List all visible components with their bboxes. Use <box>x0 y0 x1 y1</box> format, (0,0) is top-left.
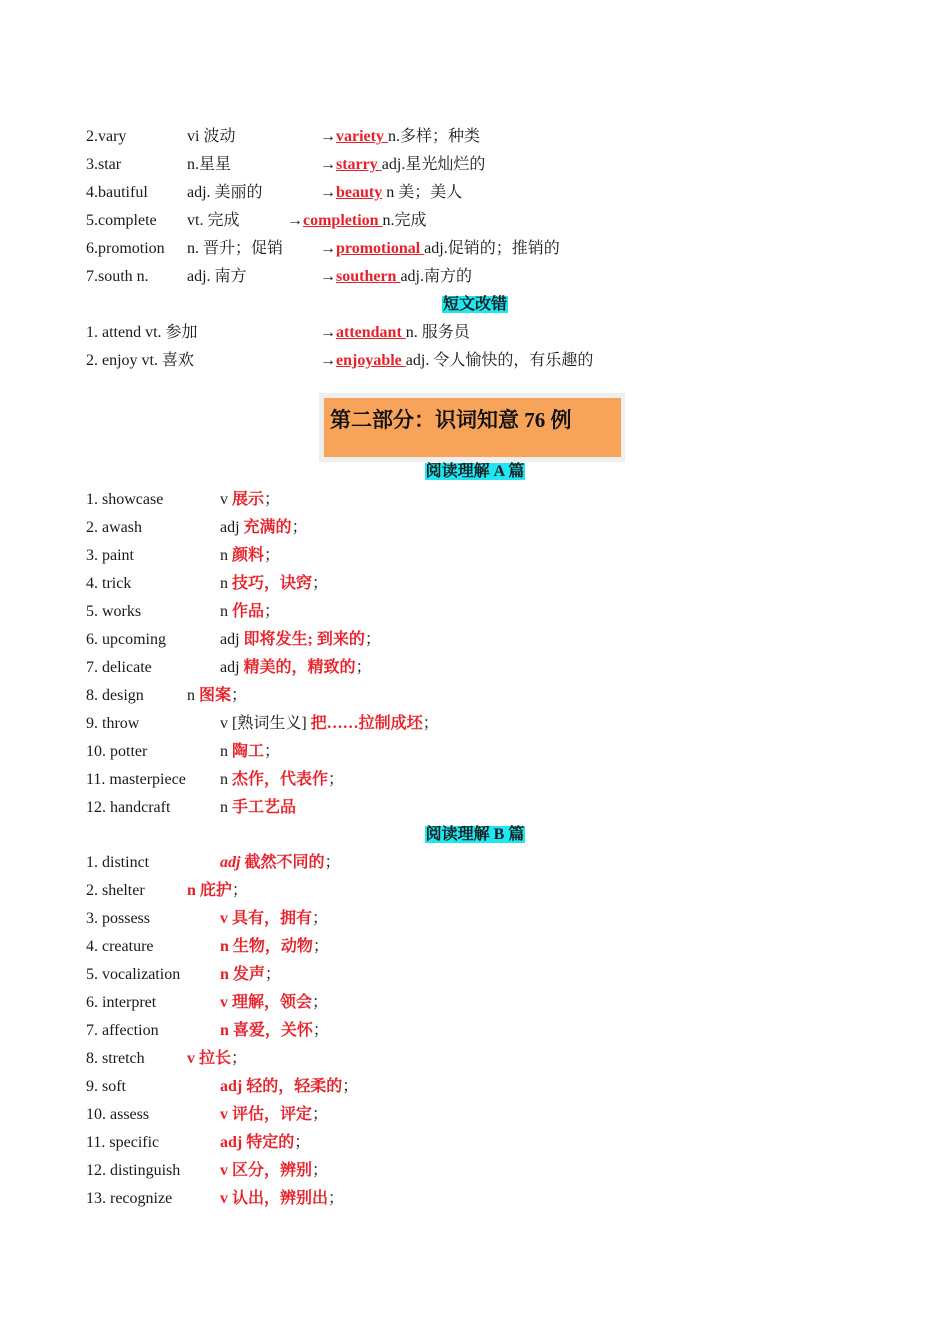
arrow-icon: → <box>320 352 336 369</box>
vocab-end: ； <box>422 715 439 732</box>
vocab-end: ； <box>312 938 329 955</box>
vocab-end: ； <box>312 1106 329 1123</box>
vocab-word: 8. design <box>86 687 144 704</box>
base-word: 2.vary <box>86 128 127 145</box>
vocab-meaning: 理解，领会 <box>232 994 313 1011</box>
vocab-meaning: 陶工 <box>232 743 265 760</box>
vocab-pos: n <box>220 966 229 983</box>
vocab-word: 3. possess <box>86 910 151 927</box>
base-pos: vi 波动 <box>187 128 236 145</box>
vocab-meaning: 技巧，诀窍 <box>232 575 313 592</box>
vocab-end: ； <box>342 1078 359 1095</box>
vocab-word: 11. masterpiece <box>86 771 186 788</box>
vocab-pos: n <box>187 687 195 704</box>
vocab-pos: adj <box>220 1134 243 1151</box>
vocab-pos: adj <box>220 1078 243 1095</box>
vocab-word: 9. throw <box>86 715 140 732</box>
section-heading-error-correction <box>0 294 950 316</box>
derived-meaning: adj.南方的 <box>400 268 473 285</box>
arrow-icon: → <box>287 212 303 229</box>
vocab-meaning: 庇护 <box>199 882 232 899</box>
vocab-meaning: 生物，动物 <box>232 938 313 955</box>
base-word: 3.star <box>86 156 122 173</box>
vocab-end: ； <box>264 966 281 983</box>
section-heading-reading-b <box>0 824 950 846</box>
vocab-word: 7. delicate <box>86 659 152 676</box>
vocab-meaning: 特定的 <box>246 1134 295 1151</box>
vocab-pos: v <box>220 994 228 1011</box>
vocab-word: 6. upcoming <box>86 631 166 648</box>
arrow-icon: → <box>320 268 336 285</box>
vocab-meaning: 精美的，精致的 <box>243 659 356 676</box>
vocab-end: ； <box>291 519 308 536</box>
vocab-end: ； <box>364 631 381 648</box>
vocab-word: 7. affection <box>86 1022 159 1039</box>
vocab-meaning: 轻的，轻柔的 <box>246 1078 343 1095</box>
vocab-end: ； <box>312 994 329 1011</box>
base-word: 6.promotion <box>86 240 165 257</box>
derived-word: southern <box>336 268 401 285</box>
vocab-pos: n <box>220 547 228 564</box>
vocab-meaning: 图案 <box>199 687 232 704</box>
derived-word: beauty <box>336 184 383 201</box>
vocab-pos: v <box>220 1190 228 1207</box>
vocab-end: ； <box>312 575 329 592</box>
vocab-meaning: 即将发生; 到来的 <box>243 631 365 648</box>
arrow-icon: → <box>320 240 336 257</box>
vocab-meaning: 区分，辨别 <box>232 1162 313 1179</box>
derived-word: attendant <box>336 324 406 341</box>
section-heading-reading-a <box>0 461 950 483</box>
heading-label: 阅读理解 A 篇 <box>425 463 525 480</box>
vocab-end: ； <box>264 547 281 564</box>
base-pos: adj. 美丽的 <box>187 184 263 201</box>
vocab-end: ； <box>312 1022 329 1039</box>
vocab-meaning: 杰作，代表作 <box>232 771 329 788</box>
derived-word: variety <box>336 128 388 145</box>
vocab-meaning: 评估，评定 <box>232 1106 313 1123</box>
vocab-pos: adj <box>220 631 240 648</box>
vocab-pos: v <box>220 1106 228 1123</box>
base-pos: n.星星 <box>187 156 232 173</box>
vocab-pos: n <box>220 603 228 620</box>
heading-label: 阅读理解 B 篇 <box>425 826 525 843</box>
vocab-meaning: 把……拉制成坯 <box>310 715 423 732</box>
derived-word: promotional <box>336 240 425 257</box>
part-title: 第二部分：识词知意 76 例 <box>330 408 572 432</box>
vocab-word: 8. stretch <box>86 1050 145 1067</box>
vocab-pos: n <box>220 799 228 816</box>
derived-meaning: n.多样；种类 <box>387 128 480 145</box>
vocab-end: ； <box>312 910 329 927</box>
vocab-pos: n <box>220 771 228 788</box>
vocab-pos: adj <box>220 519 240 536</box>
vocab-pos: n <box>220 575 228 592</box>
arrow-icon: → <box>320 156 336 173</box>
vocab-pos: v <box>220 1162 228 1179</box>
derived-meaning: adj. 令人愉快的，有乐趣的 <box>405 352 594 369</box>
vocab-pos: n <box>220 743 228 760</box>
base-pos: n. 晋升；促销 <box>187 240 284 257</box>
base-pos: vt. 完成 <box>187 212 240 229</box>
vocab-meaning: 认出，辨别出 <box>232 1190 329 1207</box>
vocab-meaning: 截然不同的 <box>244 854 325 871</box>
vocab-pos: n <box>220 938 229 955</box>
part-title-box <box>324 398 621 457</box>
vocab-meaning: 拉长 <box>199 1050 232 1067</box>
vocab-word: 1. distinct <box>86 854 150 871</box>
vocab-word: 12. distinguish <box>86 1162 181 1179</box>
vocab-end: ； <box>328 1190 345 1207</box>
derived-meaning: adj.星光灿烂的 <box>381 156 486 173</box>
vocab-word: 2. shelter <box>86 882 145 899</box>
vocab-end: ； <box>231 687 248 704</box>
vocab-pos: adj <box>220 659 240 676</box>
vocab-word: 9. soft <box>86 1078 126 1095</box>
base-pos: adj. 南方 <box>187 268 247 285</box>
vocab-end: ； <box>231 1050 248 1067</box>
vocab-pos: v <box>187 1050 195 1067</box>
vocab-word: 6. interpret <box>86 994 157 1011</box>
derived-meaning: n.完成 <box>382 212 427 229</box>
derived-word: enjoyable <box>336 352 406 369</box>
vocab-end: ； <box>264 491 281 508</box>
arrow-icon: → <box>320 128 336 145</box>
vocab-word: 13. recognize <box>86 1190 173 1207</box>
vocab-word: 10. assess <box>86 1106 150 1123</box>
derived-meaning: n 美；美人 <box>382 184 463 201</box>
vocab-word: 4. trick <box>86 575 132 592</box>
vocab-end: ； <box>328 771 345 788</box>
vocab-meaning: 展示 <box>232 491 265 508</box>
base-word: 2. enjoy vt. 喜欢 <box>86 352 194 369</box>
vocab-word: 5. works <box>86 603 142 620</box>
vocab-end: ； <box>231 882 248 899</box>
vocab-word: 10. potter <box>86 743 148 760</box>
vocab-end: ； <box>355 659 372 676</box>
heading-label: 短文改错 <box>442 296 507 313</box>
arrow-icon: → <box>320 184 336 201</box>
vocab-word: 2. awash <box>86 519 142 536</box>
vocab-meaning: 发声 <box>232 966 265 983</box>
vocab-end: ； <box>324 854 341 871</box>
derived-word: completion <box>303 212 383 229</box>
vocab-meaning: 颜料 <box>232 547 265 564</box>
vocab-pos: n <box>220 1022 229 1039</box>
vocab-word: 1. showcase <box>86 491 164 508</box>
vocab-word: 3. paint <box>86 547 134 564</box>
vocab-pos: v <box>220 491 228 508</box>
vocab-end: ； <box>294 1134 311 1151</box>
vocab-meaning: 充满的 <box>243 519 292 536</box>
vocab-word: 4. creature <box>86 938 154 955</box>
derived-word: starry <box>336 156 382 173</box>
derived-meaning: n. 服务员 <box>405 324 470 341</box>
base-word: 7.south n. <box>86 268 149 285</box>
derived-meaning: adj.促销的；推销的 <box>424 240 560 257</box>
vocab-pos: v [熟词生义] <box>220 715 307 732</box>
vocab-pos: n <box>187 882 196 899</box>
base-word: 5.complete <box>86 212 157 229</box>
vocab-pos: v <box>220 910 228 927</box>
vocab-word: 11. specific <box>86 1134 160 1151</box>
base-word: 4.bautiful <box>86 184 148 201</box>
vocab-word: 5. vocalization <box>86 966 181 983</box>
vocab-end: ； <box>264 743 281 760</box>
arrow-icon: → <box>320 324 336 341</box>
vocab-pos: adj <box>220 854 241 871</box>
vocab-end: ； <box>312 1162 329 1179</box>
vocab-meaning: 手工艺品 <box>232 799 297 816</box>
base-word: 1. attend vt. 参加 <box>86 324 198 341</box>
vocab-end: ； <box>264 603 281 620</box>
vocab-meaning: 喜爱，关怀 <box>232 1022 313 1039</box>
vocab-meaning: 具有，拥有 <box>232 910 313 927</box>
vocab-meaning: 作品 <box>232 603 265 620</box>
vocab-word: 12. handcraft <box>86 799 171 816</box>
